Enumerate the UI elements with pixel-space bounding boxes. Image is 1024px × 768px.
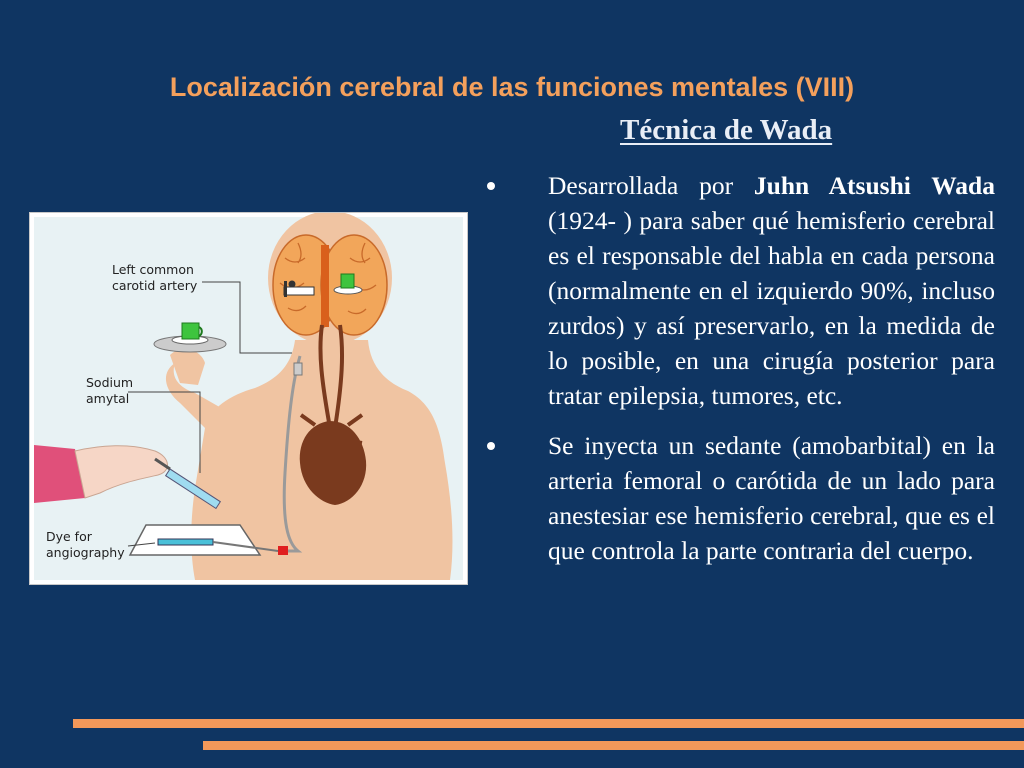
bullet-2-text: Se inyecta un sedante (amobarbital) en la arteria femoral o carótida de un lado para anestesiar ese hemisferio cerebral, que es el que controla la parte contraria del cuerpo. xyxy=(548,431,995,565)
bullet-list xyxy=(487,168,995,583)
catheter-clip xyxy=(294,363,302,375)
bullet-1-author-name: Juhn Atsushi Wada xyxy=(753,171,995,200)
bullet-item xyxy=(487,428,995,568)
bullet-1-text-start: Desarrollada por xyxy=(548,171,754,200)
bullet-1-text-end: (1924- ) para saber qué hemisferio cerebral es el responsable del habla en cada persona (normalmente en el izquierdo 90%, incluso zurdos) y así preservarlo, en la medida de lo posible, en una cirugía posterior para tratar epilepsia, tumores, etc. xyxy=(548,206,995,410)
bullet-dot-icon xyxy=(487,182,495,190)
bullet-item xyxy=(487,168,995,413)
wada-test-illustration xyxy=(29,212,468,585)
label-carotid-line2: carotid artery xyxy=(112,278,198,293)
label-dye-line1: Dye for xyxy=(46,529,92,544)
illustration-svg xyxy=(30,213,467,584)
label-dye-line2: angiography xyxy=(46,545,125,560)
bullet-dot-icon xyxy=(487,442,495,450)
label-sodium-line2: amytal xyxy=(86,391,130,406)
slide-subtitle: Técnica de Wada xyxy=(620,114,833,146)
label-carotid-line1: Left common xyxy=(112,262,194,277)
label-sodium-line1: Sodium xyxy=(86,375,134,390)
slide-title: Localización cerebral de las funciones mentales (VIII) xyxy=(169,72,855,102)
accent-bar-top xyxy=(73,719,1024,728)
accent-bar-bottom xyxy=(203,741,1024,750)
brain-midline xyxy=(321,245,329,327)
